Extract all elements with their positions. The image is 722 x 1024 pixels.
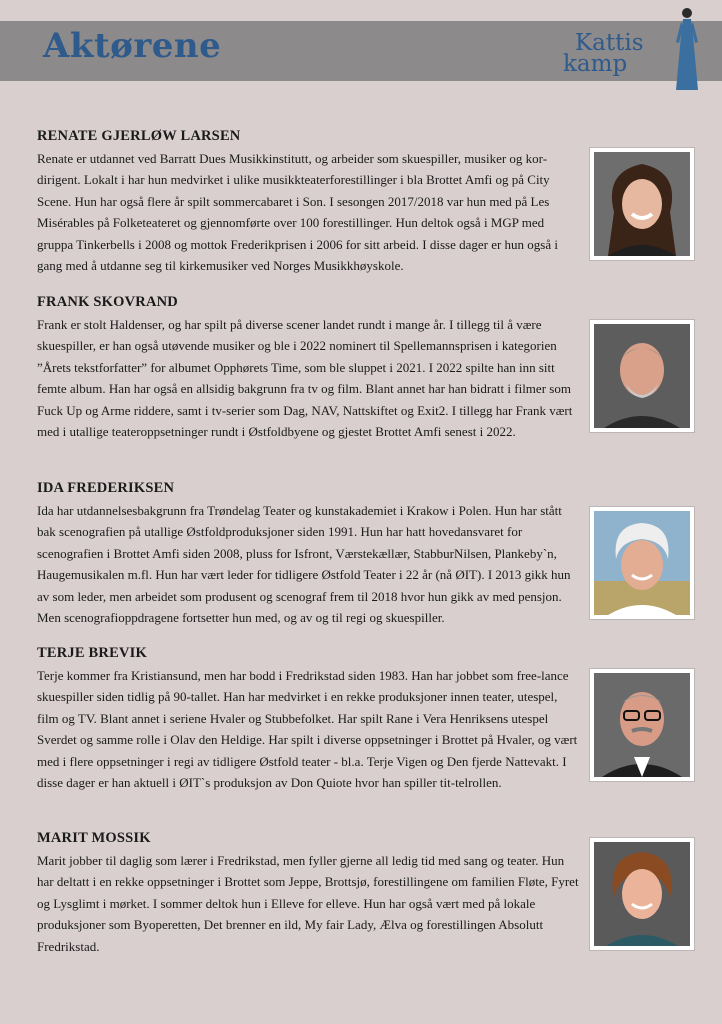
portrait-image <box>594 673 690 777</box>
logo-line2: kamp <box>563 51 628 77</box>
actor-name: RENATE GJERLØW LARSEN <box>37 128 241 144</box>
portrait-image <box>594 842 690 946</box>
actor-name: MARIT MOSSIK <box>37 830 151 846</box>
portrait-image <box>594 511 690 615</box>
actor-bio-3 <box>37 480 582 628</box>
woman-figure-icon <box>672 6 702 92</box>
actor-photo-1 <box>590 148 694 260</box>
actor-photo-3 <box>590 507 694 619</box>
actor-bio-2 <box>37 294 582 442</box>
portrait-image <box>594 324 690 428</box>
actor-bio-4 <box>37 645 582 793</box>
portrait-image <box>594 152 690 256</box>
actor-name: IDA FREDERIKSEN <box>37 480 175 496</box>
actor-bio-5 <box>37 830 582 957</box>
actor-photo-5 <box>590 838 694 950</box>
actor-bio-text: Marit jobber til daglig som lærer i Fredrikstad, men fyller gjerne all ledig tid med sang og teater. Hun har deltatt i en rekke oppsetninger i Brottet som Jeppe, Brottsjø, forestillingene om familien Fløte, Fyret og Lysglimt i mørket. I sommer deltok hun i Elleve for elleve. Hun har også vært med på lokale produksjoner som Byoperetten, Det brenner en ild, My fair Lady, Ælva og forestillingen Absolutt Fredrikstad. <box>37 853 579 954</box>
actor-name: FRANK SKOVRAND <box>37 294 178 310</box>
actor-bio-text: Terje kommer fra Kristiansund, men har bodd i Fredrikstad siden 1983. Han har jobbet som free-lance skuespiller siden tidlig på 90-tallet. Han har medvirket i en rekke produksjoner innen teater, utespel, film og TV. Blant annet i seriene Hvaler og Stubbefolket. Har spilt Rane i Vera Henriksens utespel Sverdet og samme rolle i Olav den Heldige. Har spilt i diverse oppsetninger i Brottet på Hvaler, og vært med i flere oppsetninger i regi av tidligere Østfold teater - bl.a. Terje Vigen og Den fjerde Nattevakt. I disse dager er han aktuell i ØIT`s produksjon av Don Quiote hvor han spiller tit-telrollen. <box>37 668 578 791</box>
actor-name: TERJE BREVIK <box>37 645 147 661</box>
actor-bio-1 <box>37 128 582 276</box>
actor-photo-2 <box>590 320 694 432</box>
actor-bio-text: Frank er stolt Haldenser, og har spilt på diverse scener landet rundt i mange år. I tillegg til å være skuespiller, er han også utøvende musiker og ble i 2022 nominert til Spellemannsprisen i kategorien ”Årets tekstforfatter” for albumet Opphørets Time, som ble sluppet i 2021. I 2022 spilte han inn sitt femte album. Han har også en allsidig bakgrunn fra tv og film. Blant annet har han bidratt i filmer som Fuck Up og Arme riddere, samt i tv-serier som Dag, NAV, Nattskiftet og Exit2. I tillegg har Frank vært med i utallige teateroppsetninger rundt i Østfoldbyene og gjestet Brottet Amfi senest i 2022. <box>37 317 573 440</box>
actor-photo-4 <box>590 669 694 781</box>
logo-line1: Kattis <box>575 30 644 56</box>
actor-bio-text: Renate er utdannet ved Barratt Dues Musikkinstitutt, og arbeider som skuespiller, musiker og kor-dirigent. Lokalt i har hun medvirket i ulike musikkteaterforestillinger i bla Brottet Amfi og på City Scene. Hun har også flere år spilt sommercabaret i Son. I sesongen 2017/2018 var hun med på Les Misérables på Folketeateret og gjennomførte over 100 forestillinger. Hun deltok også i MGP med gruppa Tinkerbells i 2008 og mottok Frederikprisen i 2006 for sitt arbeid. I disse dager er hun også i gang med å utdanne seg til kirkemusiker ved Norges Musikkhøyskole. <box>37 151 559 274</box>
actor-bio-text: Ida har utdannelsesbakgrunn fra Trøndelag Teater og kunstakademiet i Krakow i Polen. Hun har stått bak scenografien på utallige Østfoldproduksjoner siden 1991. Hun har hatt hovedansvaret for scenografien i Brottet Amfi siden 2008, pluss for Isfront, Værstekællær, StabburNilsen, Plankeby`n, Haugemusikalen m.fl. Hun har vært leder for tidligere Østfold Teater i 22 år (nå ØIT). I 2013 gikk hun av som leder, men arbeidet som produsent og scenograf frem til 2018 hvor hun gikk av med pensjon. Men scenografioppdragene fortsetter hun med, og av og til regi og skuespiller. <box>37 503 571 626</box>
page-title: Aktørene <box>43 26 222 66</box>
kattis-kamp-logo <box>563 30 673 78</box>
